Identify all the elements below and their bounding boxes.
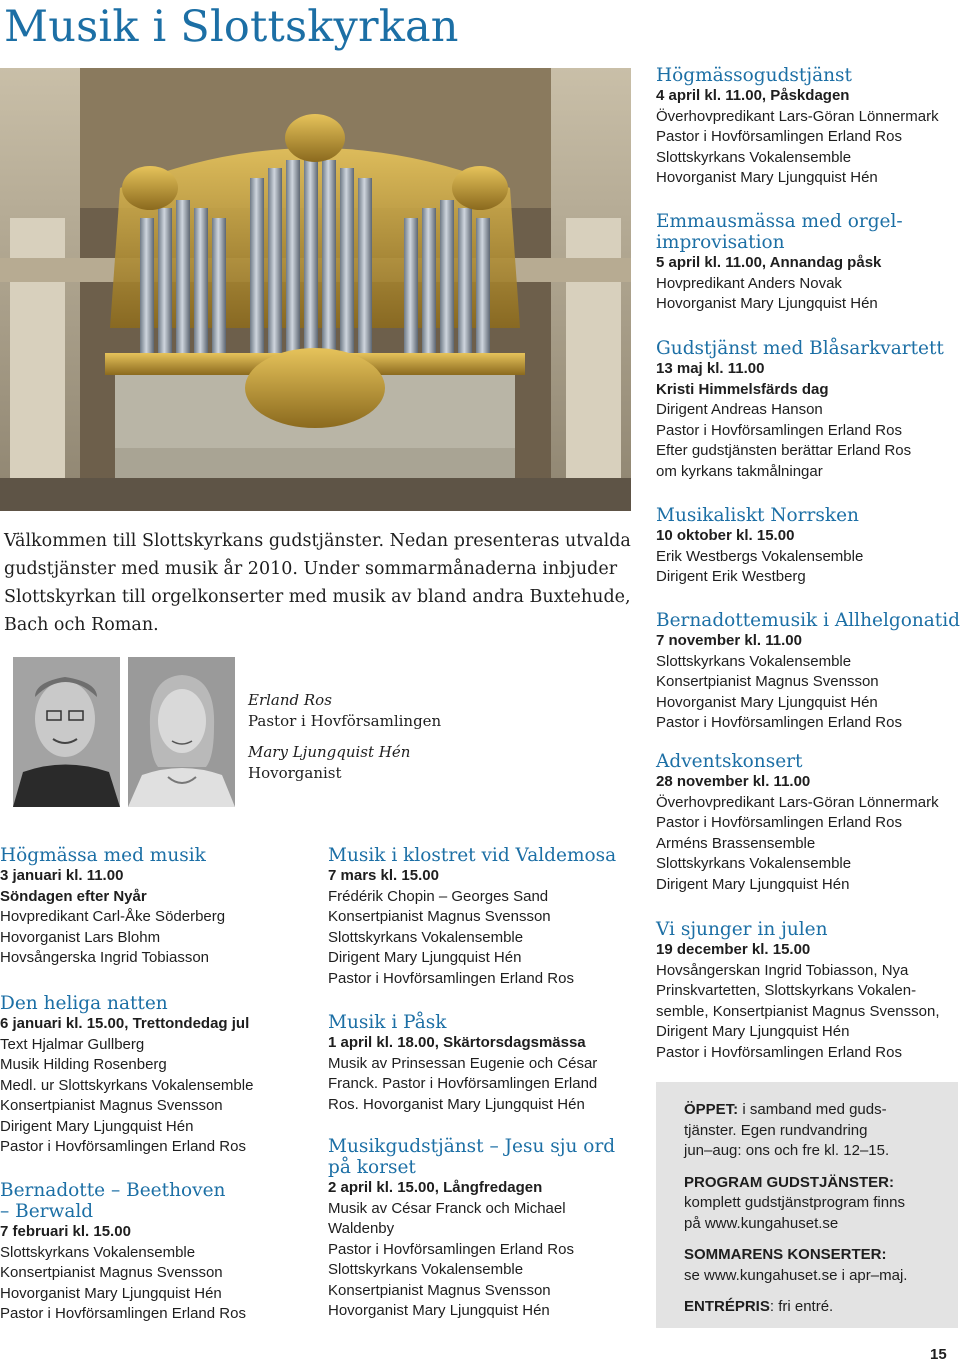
info-box	[656, 1082, 958, 1328]
event-title: Vi sjunger in julen	[656, 919, 828, 940]
event-musik-i-klostret	[328, 845, 640, 989]
event-line: Överhovpredikant Lars-Göran Lönnermark	[656, 793, 939, 811]
event-line: Överhovpredikant Lars-Göran Lönnermark	[656, 107, 939, 125]
event-line: Hovsångerskan Ingrid Tobiasson, Nya	[656, 961, 909, 979]
event-hogmassogudstjanst	[656, 65, 960, 189]
event-date: 6 januari kl. 15.00, Trettondedag jul	[0, 1015, 250, 1032]
event-line: Text Hjalmar Gullberg	[0, 1035, 145, 1053]
event-date: 2 april kl. 15.00, Långfredagen	[328, 1179, 543, 1196]
event-line: Pastor i Hovförsamlingen Erland Ros	[656, 714, 902, 731]
page-title: Musik i Slottskyrkan	[4, 2, 459, 52]
portrait-mary-ljungquist-hen	[128, 657, 235, 807]
event-line: Pastor i Hovförsamlingen Erland Ros	[0, 1138, 246, 1155]
event-line: Hovorganist Mary Ljungquist Hén	[656, 169, 878, 186]
event-line: Hovorganist Mary Ljungquist Hén	[656, 295, 878, 312]
event-line: Pastor i Hovförsamlingen Erland Ros	[656, 814, 902, 831]
event-line: Hovsångerska Ingrid Tobiasson	[0, 949, 210, 966]
event-line: Dirigent Andreas Hanson	[656, 401, 823, 418]
event-title: Musik i klostret vid Valdemosa	[328, 845, 617, 866]
event-date: 1 april kl. 18.00, Skärtorsdagsmässa	[328, 1034, 586, 1051]
event-line: Waldenby	[328, 1220, 395, 1237]
event-line: om kyrkans takmålningar	[656, 462, 823, 480]
event-gudstjanst-med-blasarkvartett	[656, 338, 960, 482]
info-program: PROGRAM GUDSTJÄNSTER: komplett gudstjänstprogram finns på www.kungahuset.se	[684, 1173, 905, 1232]
event-musikgudstjanst-jesu-sju-ord	[328, 1136, 640, 1322]
event-line: Slottskyrkans Vokalensemble	[656, 855, 852, 872]
event-subtitle: Kristi Himmelsfärds dag	[656, 380, 829, 398]
event-vi-sjunger-in-julen	[656, 919, 960, 1063]
event-date: 10 oktober kl. 15.00	[656, 527, 795, 544]
page-number: 15	[930, 1346, 947, 1363]
info-summer-concerts: SOMMARENS KONSERTER: se www.kungahuset.se i apr–maj.	[684, 1246, 908, 1284]
event-title: Högmässa med musik	[0, 845, 206, 866]
event-line: Erik Westbergs Vokalensemble	[656, 547, 864, 565]
event-line: Ros. Hovorganist Mary Ljungquist Hén	[328, 1095, 585, 1113]
event-line: Hovorganist Mary Ljungquist Hén	[328, 1302, 550, 1319]
organ-photo	[0, 68, 631, 511]
event-date: 13 maj kl. 11.00	[656, 360, 765, 377]
event-line: Musik av Prinsessan Eugenie och César	[328, 1054, 598, 1072]
event-line: Franck. Pastor i Hovförsamlingen Erland	[328, 1075, 598, 1092]
event-line: Slottskyrkans Vokalensemble	[656, 652, 852, 670]
event-line: Dirigent Erik Westberg	[656, 568, 806, 585]
event-title: Bernadottemusik i Allhelgonatid	[656, 610, 960, 631]
event-line: Konsertpianist Magnus Svensson	[328, 908, 551, 925]
event-line: Musik av César Franck och Michael	[328, 1199, 566, 1217]
event-line: Hovorganist Lars Blohm	[0, 928, 161, 946]
event-date: 7 februari kl. 15.00	[0, 1223, 131, 1240]
event-line: Prinskvartetten, Slottskyrkans Vokalen-	[656, 982, 917, 999]
caption-role: Hovorganist	[248, 764, 342, 782]
event-bernadottemusik-i-allhelgonatid	[656, 610, 960, 734]
info-entrance-fee: ENTRÉPRIS: fri entré.	[684, 1298, 834, 1315]
event-line: Musik Hilding Rosenberg	[0, 1056, 167, 1073]
event-line: Slottskyrkans Vokalensemble	[656, 148, 852, 166]
event-line: Pastor i Hovförsamlingen Erland Ros	[0, 1305, 246, 1322]
event-date: 28 november kl. 11.00	[656, 773, 811, 790]
event-date: 3 januari kl. 11.00	[0, 867, 124, 884]
caption-erland-ros	[248, 690, 441, 732]
event-bernadotte-beethoven-berwald	[0, 1180, 315, 1325]
event-line: Slottskyrkans Vokalensemble	[328, 928, 524, 946]
event-line: Frédérik Chopin – Georges Sand	[328, 887, 549, 905]
caption-name: Mary Ljungquist Hén	[248, 743, 411, 761]
event-line: Dirigent Mary Ljungquist Hén	[656, 1023, 850, 1040]
event-line: Pastor i Hovförsamlingen Erland Ros	[656, 421, 902, 439]
event-title: Musik i Påsk	[328, 1012, 447, 1033]
event-line: Slottskyrkans Vokalensemble	[328, 1261, 524, 1278]
intro-text: Välkommen till Slottskyrkans gudstjänster. Nedan presenteras utvalda gudstjänster med musik år 2010. Under sommarmånaderna inbjuder Slottskyrkan till orgelkonserter med musik av bland andra Buxtehude, Bach och Roman.	[4, 531, 631, 635]
info-opening-hours: ÖPPET: i samband med guds- tjänster. Egen rundvandring jun–aug: ons och fre kl. 12–15.	[684, 1101, 890, 1159]
event-musikaliskt-norrsken	[656, 505, 960, 588]
event-date: 7 november kl. 11.00	[656, 632, 802, 649]
event-line: Pastor i Hovförsamlingen Erland Ros	[328, 1240, 574, 1258]
event-title: Gudstjänst med Blåsarkvartett	[656, 338, 944, 359]
event-line: Konsertpianist Magnus Svensson	[0, 1264, 223, 1281]
event-title: Emmausmässa med orgel- improvisation	[656, 211, 903, 253]
event-line: Pastor i Hovförsamlingen Erland Ros	[656, 1043, 902, 1061]
event-hogmassa-med-musik	[0, 845, 315, 969]
event-den-heliga-natten	[0, 993, 315, 1158]
event-line: Medl. ur Slottskyrkans Vokalensemble	[0, 1076, 254, 1094]
event-line: Pastor i Hovförsamlingen Erland Ros	[328, 969, 574, 987]
event-line: Hovorganist Mary Ljungquist Hén	[0, 1284, 222, 1302]
event-title: Högmässogudstjänst	[656, 65, 852, 86]
event-line: Konsertpianist Magnus Svensson	[328, 1281, 551, 1299]
event-line: semble, Konsertpianist Magnus Svensson,	[656, 1002, 940, 1020]
event-title: Musikgudstjänst – Jesu sju ord på korset	[328, 1136, 616, 1178]
event-line: Hovorganist Mary Ljungquist Hén	[656, 693, 878, 711]
event-line: Konsertpianist Magnus Svensson	[0, 1097, 223, 1114]
event-date: 5 april kl. 11.00, Annandag påsk	[656, 254, 882, 271]
event-line: Slottskyrkans Vokalensemble	[0, 1243, 196, 1261]
caption-role: Pastor i Hovförsamlingen	[248, 712, 442, 730]
event-subtitle: Söndagen efter Nyår	[0, 887, 147, 905]
caption-name: Erland Ros	[248, 691, 332, 709]
event-line: Dirigent Mary Ljungquist Hén	[0, 1117, 194, 1135]
event-title: Musikaliskt Norrsken	[656, 505, 859, 526]
event-musik-i-pask	[328, 1012, 640, 1115]
event-line: Arméns Brassensemble	[656, 834, 816, 852]
event-title: Adventskonsert	[656, 751, 803, 772]
event-line: Hovpredikant Anders Novak	[656, 274, 842, 292]
event-line: Dirigent Mary Ljungquist Hén	[328, 949, 522, 966]
event-line: Konsertpianist Magnus Svensson	[656, 673, 879, 690]
event-adventskonsert	[656, 751, 960, 895]
event-emmausmassa	[656, 211, 960, 315]
caption-mary-ljungquist-hen	[248, 742, 410, 784]
event-title: Bernadotte – Beethoven – Berwald	[0, 1180, 226, 1222]
event-date: 4 april kl. 11.00, Påskdagen	[656, 87, 850, 104]
event-line: Dirigent Mary Ljungquist Hén	[656, 875, 850, 893]
event-date: 7 mars kl. 15.00	[328, 867, 439, 884]
event-date: 19 december kl. 15.00	[656, 941, 811, 958]
event-line: Efter gudstjänsten berättar Erland Ros	[656, 442, 912, 459]
event-line: Hovpredikant Carl-Åke Söderberg	[0, 908, 226, 925]
event-line: Pastor i Hovförsamlingen Erland Ros	[656, 128, 902, 145]
portrait-erland-ros	[13, 657, 120, 807]
event-title: Den heliga natten	[0, 993, 168, 1014]
